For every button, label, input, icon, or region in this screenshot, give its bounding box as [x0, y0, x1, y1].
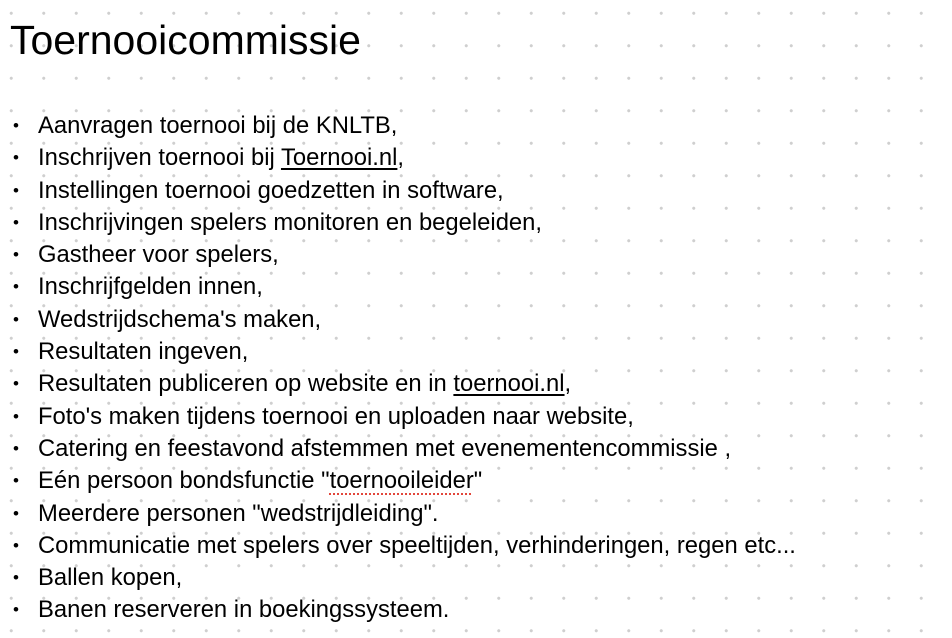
bullet-icon: •	[13, 503, 19, 523]
toernooi-nl-link[interactable]: toernooi.nl	[453, 370, 565, 398]
list-item-text-before: Inschrijven toernooi bij	[38, 144, 281, 172]
toernooi-nl-link[interactable]: Toernooi.nl	[280, 144, 398, 172]
list-item-text	[38, 142, 404, 174]
bullet-icon: •	[13, 116, 19, 135]
bullet-icon: •	[13, 406, 19, 426]
list-item-text: Ballen kopen,	[38, 564, 183, 592]
list-item-text: Inschrijvingen spelers monitoren en begeleiden,	[38, 208, 543, 236]
list-item-text: Catering en feestavond afstemmen met evenementencommissie ,	[38, 434, 732, 462]
bullet-icon: •	[13, 568, 19, 588]
list-item-text: Meerdere personen "wedstrijdleiding".	[38, 499, 439, 527]
list-item-text: Inschrijfgelden innen,	[38, 273, 263, 301]
bullet-icon: •	[13, 471, 19, 491]
list-item-text: Aanvragen toernooi bij de KNLTB,	[38, 112, 398, 139]
list-item-text-after: ,	[564, 370, 572, 398]
spellcheck-flagged-word[interactable]: toernooileider	[329, 467, 474, 495]
bullet-icon: •	[13, 277, 19, 297]
bullet-icon: •	[13, 374, 19, 394]
bullet-icon: •	[13, 342, 19, 362]
list-item-text: Instellingen toernooi goedzetten in software,	[38, 176, 504, 204]
list-item-text: Banen reserveren in boekingssysteem.	[38, 596, 450, 624]
bullet-icon: •	[13, 148, 19, 168]
list-item-text-after: ,	[397, 144, 405, 172]
bullet-icon: •	[13, 309, 19, 329]
list-item-text: Communicatie met spelers over speeltijden, verhinderingen, regen etc...	[38, 531, 796, 559]
list-item-text	[38, 465, 482, 497]
list-item-text-before: Resultaten publiceren op website en in	[38, 370, 454, 398]
list-item-text: Gastheer voor spelers,	[38, 241, 279, 269]
bullet-icon: •	[13, 212, 19, 232]
list-item-text: Resultaten ingeven,	[38, 338, 249, 366]
bullet-icon: •	[13, 600, 19, 620]
list-item-text: Foto's maken tijdens toernooi en uploaden naar website,	[38, 402, 634, 430]
list-item-text-before: Eén persoon bondsfunctie "	[38, 467, 330, 495]
list-item-text: Wedstrijdschema's maken,	[38, 305, 322, 333]
bullet-icon: •	[13, 535, 19, 555]
list-item-text	[38, 368, 571, 400]
bullet-icon: •	[13, 438, 19, 458]
list-item-text-after: "	[473, 467, 483, 495]
bullet-icon: •	[13, 245, 19, 265]
page-title: Toernooicommissie	[10, 17, 361, 63]
bullet-icon: •	[13, 180, 19, 200]
